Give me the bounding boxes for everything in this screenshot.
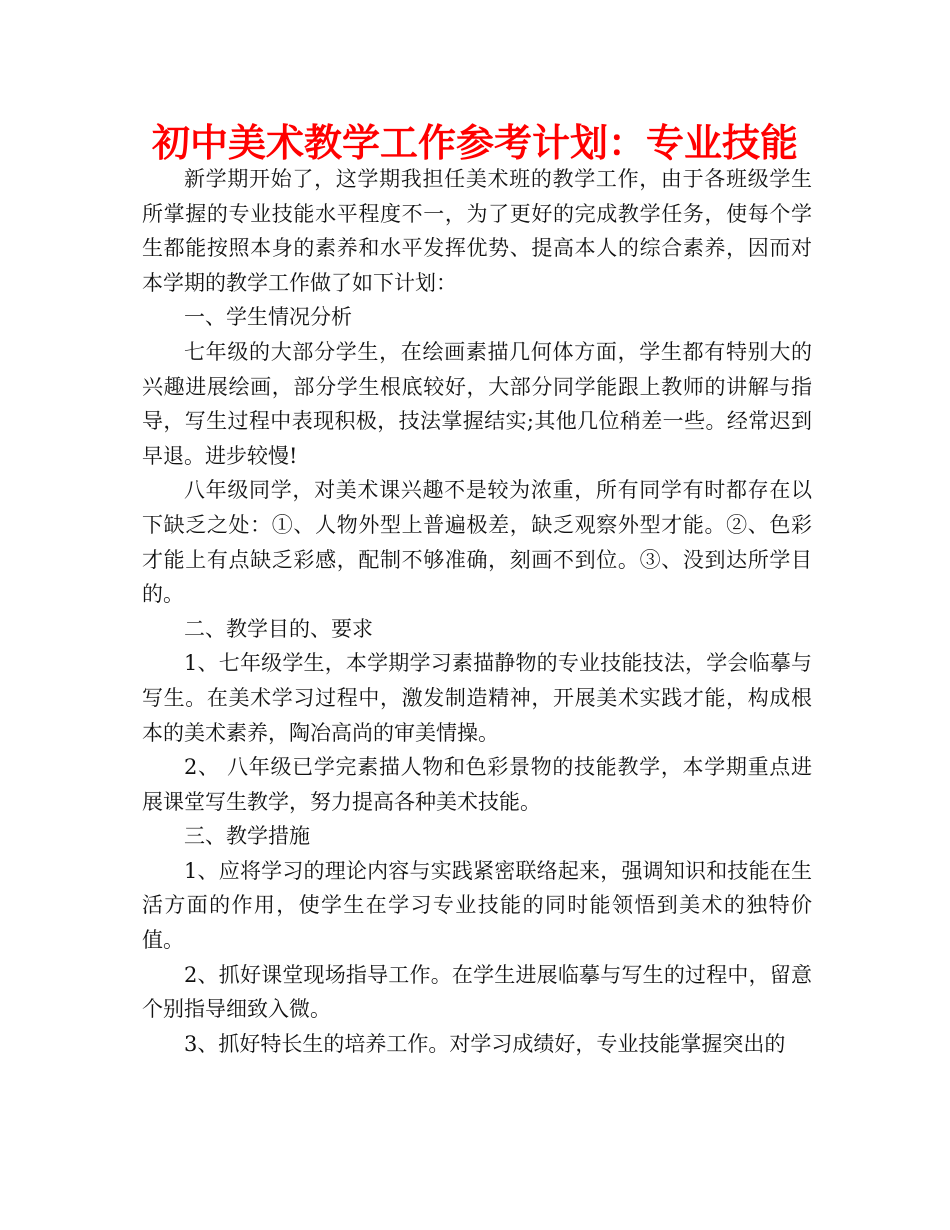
paragraph-goal-1: 1、七年级学生，本学期学习素描静物的专业技能技法，学会临摹与写生。在美术学习过程中，激发制造精神，开展美术实践才能，构成根本的美术素养，陶冶高尚的审美情操。: [142, 651, 812, 745]
heading-student-analysis: 一、学生情况分析: [184, 305, 352, 330]
paragraph-goal-2: 2、 八年级已学完素描人物和色彩景物的技能教学，本学期重点进展课堂写生教学，努力提高各种美术技能。: [142, 755, 812, 814]
paragraph-intro: 新学期开始了，这学期我担任美术班的教学工作，由于各班级学生所掌握的专业技能水平程度不一，为了更好的完成教学任务，使每个学生都能按照本身的素养和水平发挥优势、提高本人的综合素养，因而对本学期的教学工作做了如下计划：: [142, 167, 812, 295]
heading-teaching-measures: 三、教学措施: [184, 824, 310, 849]
heading-teaching-goals: 二、教学目的、要求: [184, 616, 373, 641]
paragraph-grade7-analysis: 七年级的大部分学生，在绘画素描几何体方面，学生都有特别大的 兴趣进展绘画，部分学生根底较好，大部分同学能跟上教师的讲解与指导，写生过程中表现积极，技法掌握结实;其他几位稍差一些。经常迟到早退。进步较慢!: [142, 339, 812, 468]
paragraph-measure-2: 2、抓好课堂现场指导工作。在学生进展临摹与写生的过程中，留意个别指导细致入微。: [142, 962, 812, 1022]
paragraph-grade8-analysis: 八年级同学，对美术课兴趣不是较为浓重，所有同学有时都存在以下缺乏之处：①、人物外型上普遍极差，缺乏观察外型才能。②、色彩才能上有点缺乏彩感，配制不够准确，刻画不到位。③、没到达所学目的。: [142, 478, 812, 607]
paragraph-measure-1: 1、应将学习的理论内容与实践紧密联络起来，强调知识和技能在生活方面的作用，使学生在学习专业技能的同时能领悟到美术的独特价值。: [142, 858, 812, 953]
document-title: 初中美术教学工作参考计划：专业技能: [151, 121, 798, 165]
paragraph-measure-3: 3、抓好特长生的培养工作。对学习成绩好，专业技能掌握突出的: [184, 1031, 786, 1056]
document-body: [142, 162, 812, 1061]
